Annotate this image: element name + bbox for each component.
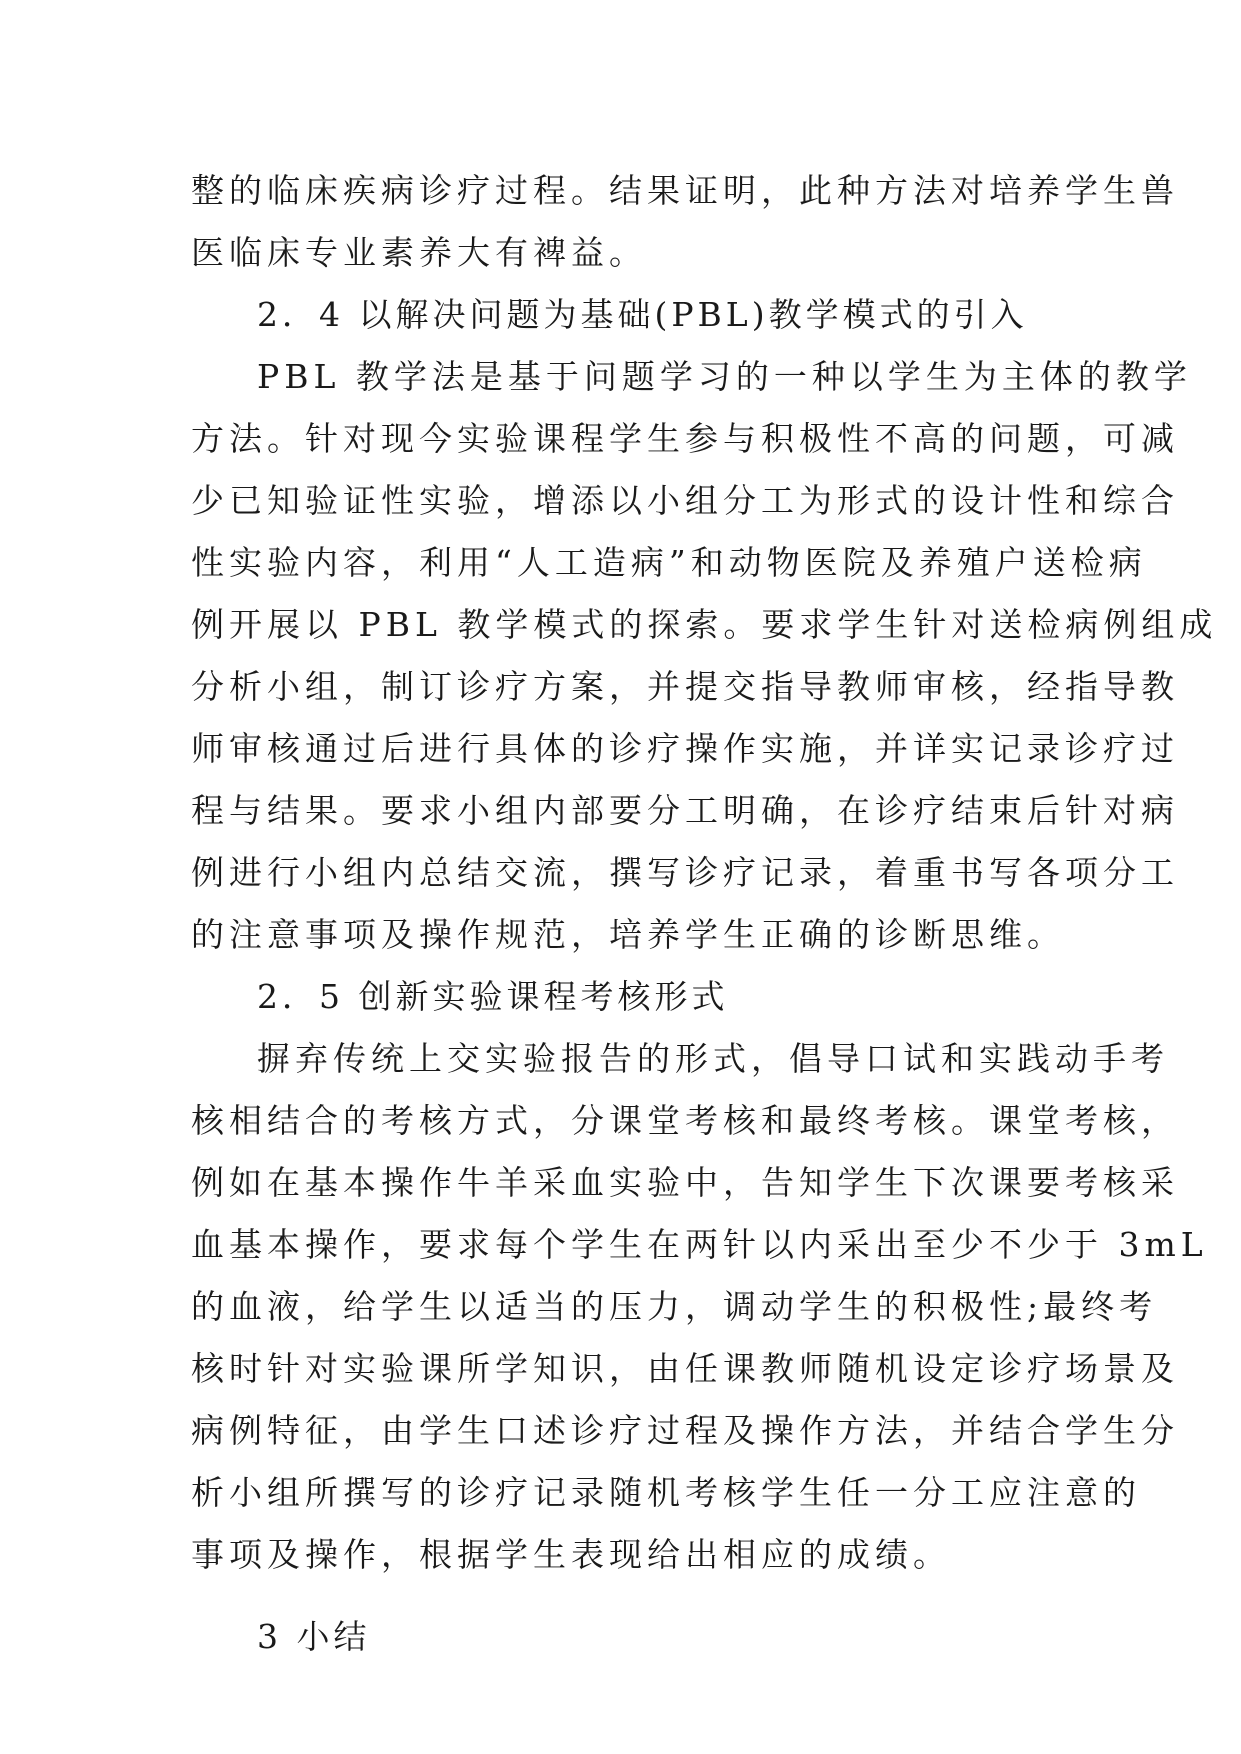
body-line: 方法。针对现今实验课程学生参与积极性不高的问题，可减: [191, 419, 1179, 458]
body-line: 医临床专业素养大有裨益。: [191, 233, 647, 272]
section-heading: 3 小结: [257, 1617, 371, 1656]
body-line: 整的临床疾病诊疗过程。结果证明，此种方法对培养学生兽: [191, 171, 1179, 210]
document-page: [191, 160, 1218, 1668]
paragraph-first-line: PBL 教学法是基于问题学习的一种以学生为主体的教学: [257, 357, 1192, 396]
body-line: 少已知验证性实验，增添以小组分工为形式的设计性和综合: [191, 481, 1179, 520]
body-line: 性实验内容，利用“人工造病”和动物医院及养殖户送检病: [191, 543, 1147, 582]
body-line: 例开展以 PBL 教学模式的探索。要求学生针对送检病例组成: [191, 605, 1218, 644]
subsection-heading: 2．5 创新实验课程考核形式: [257, 977, 729, 1016]
body-line: 核时针对实验课所学知识，由任课教师随机设定诊疗场景及: [191, 1349, 1179, 1388]
body-line: 血基本操作，要求每个学生在两针以内采出至少不少于 3mL: [191, 1225, 1208, 1264]
spacer: [191, 1586, 1051, 1606]
body-line: 师审核通过后进行具体的诊疗操作实施，并详实记录诊疗过: [191, 729, 1179, 768]
body-line: 程与结果。要求小组内部要分工明确，在诊疗结束后针对病: [191, 791, 1179, 830]
subsection-heading: 2．4 以解决问题为基础(PBL)教学模式的引入: [257, 295, 1028, 334]
body-line: 病例特征，由学生口述诊疗过程及操作方法，并结合学生分: [191, 1411, 1179, 1450]
body-line: 析小组所撰写的诊疗记录随机考核学生任一分工应注意的: [191, 1473, 1141, 1512]
body-line: 核相结合的考核方式，分课堂考核和最终考核。课堂考核，: [191, 1101, 1179, 1140]
paragraph-first-line: 摒弃传统上交实验报告的形式，倡导口试和实践动手考: [257, 1039, 1169, 1078]
body-line: 例进行小组内总结交流，撰写诊疗记录，着重书写各项分工: [191, 853, 1179, 892]
body-line: 事项及操作，根据学生表现给出相应的成绩。: [191, 1535, 951, 1574]
body-line: 分析小组，制订诊疗方案，并提交指导教师审核，经指导教: [191, 667, 1179, 706]
body-line: 的血液，给学生以适当的压力，调动学生的积极性;最终考: [191, 1287, 1158, 1326]
body-line: 例如在基本操作牛羊采血实验中，告知学生下次课要考核采: [191, 1163, 1179, 1202]
body-line: 的注意事项及操作规范，培养学生正确的诊断思维。: [191, 915, 1065, 954]
